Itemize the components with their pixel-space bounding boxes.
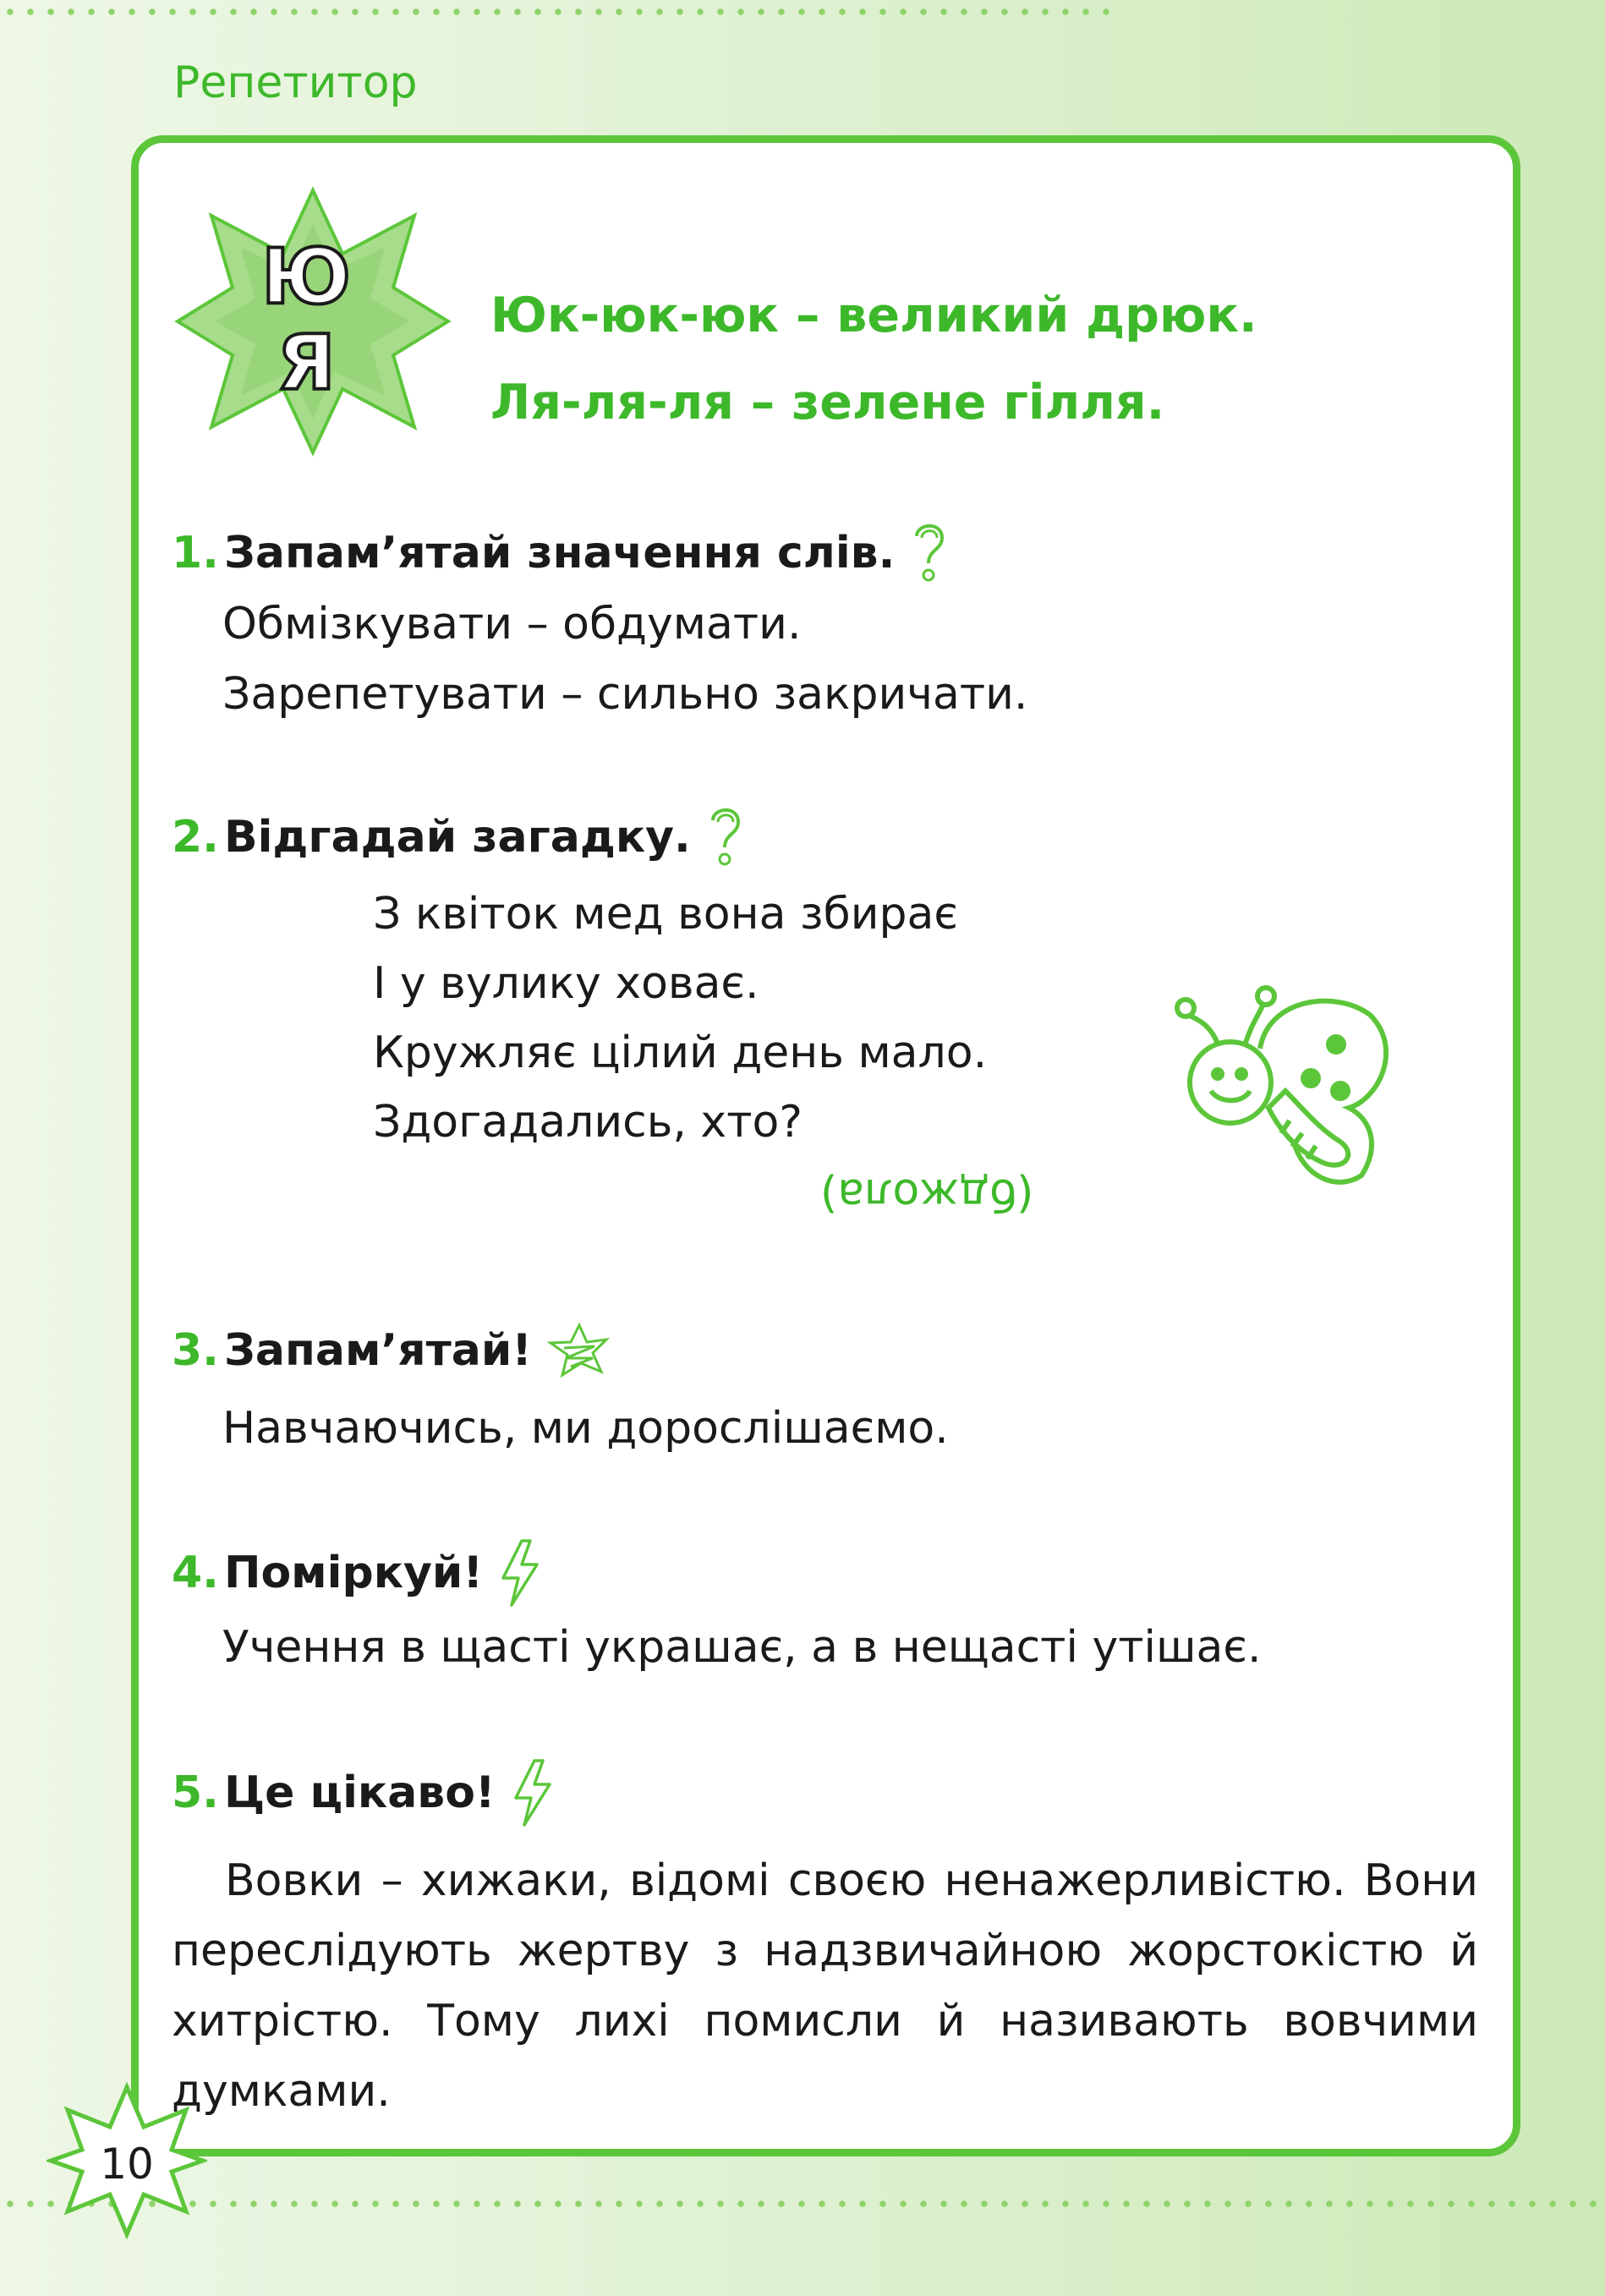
task-3-heading [172,1321,613,1380]
question-icon [704,803,745,871]
top-dotted-line [0,8,1116,15]
rhyme-line-2: Ля-ля-ля – зелене гілля. [490,375,1165,430]
task-2-number: 2. [172,812,219,863]
page-number: 10 [100,2140,154,2189]
task-3-line-1: Навчаючись, ми дорослішаємо. [222,1403,949,1454]
riddle-line-4: Здогадались, хто? [373,1097,802,1148]
riddle-line-3: Кружляє цілий день мало. [373,1027,988,1078]
task-1-number: 1. [172,528,219,578]
task-4-title: Поміркуй! [223,1548,484,1598]
star-letter-top: Ю [261,233,351,321]
bottom-dotted-line [0,2200,1605,2207]
task-5-heading [172,1757,556,1828]
task-1-line-1: Обмізкувати – обдумати. [222,599,802,649]
bee-illustration [1167,981,1404,1192]
star-letter-bottom: Я [277,319,336,408]
task-5-title: Це цікаво! [223,1767,496,1818]
task-1-line-2: Зарепетувати – сильно закричати. [222,669,1028,720]
task-4-line-1: Учення в щасті украшає, а в нещасті утішає. [222,1622,1262,1673]
question-icon [908,519,949,587]
task-5-paragraph [172,1846,1478,2127]
task-5-paragraph-text: Вовки – хижаки, відомі своєю ненажерливістю. Вони переслідують жертву з надзвичайною жорстокістю й хитрістю. Тому лихі помисли й називають вовчими думками. [172,1855,1478,2117]
task-5-number: 5. [172,1767,219,1818]
task-3-title: Запам’ятай! [223,1325,533,1376]
task-3-number: 3. [172,1325,219,1376]
task-2-heading [172,803,745,871]
riddle-line-1: З квіток мед вона збирає [373,889,958,940]
task-1-title: Запам’ятай значення слів. [223,528,896,578]
rhyme-line-1: Юк-юк-юк – великий дрюк. [490,288,1257,343]
task-4-heading [172,1537,544,1608]
scribble-star-icon [545,1321,613,1380]
task-1-heading [172,519,949,587]
task-2-title: Відгадай загадку. [223,812,691,863]
riddle-line-2: І у вулику ховає. [373,958,759,1009]
riddle-answer: (бджола) [820,1169,1034,1219]
header-title: Репетитор [173,58,418,108]
task-4-number: 4. [172,1548,219,1598]
lightning-icon [496,1537,544,1608]
lightning-icon [509,1757,556,1828]
